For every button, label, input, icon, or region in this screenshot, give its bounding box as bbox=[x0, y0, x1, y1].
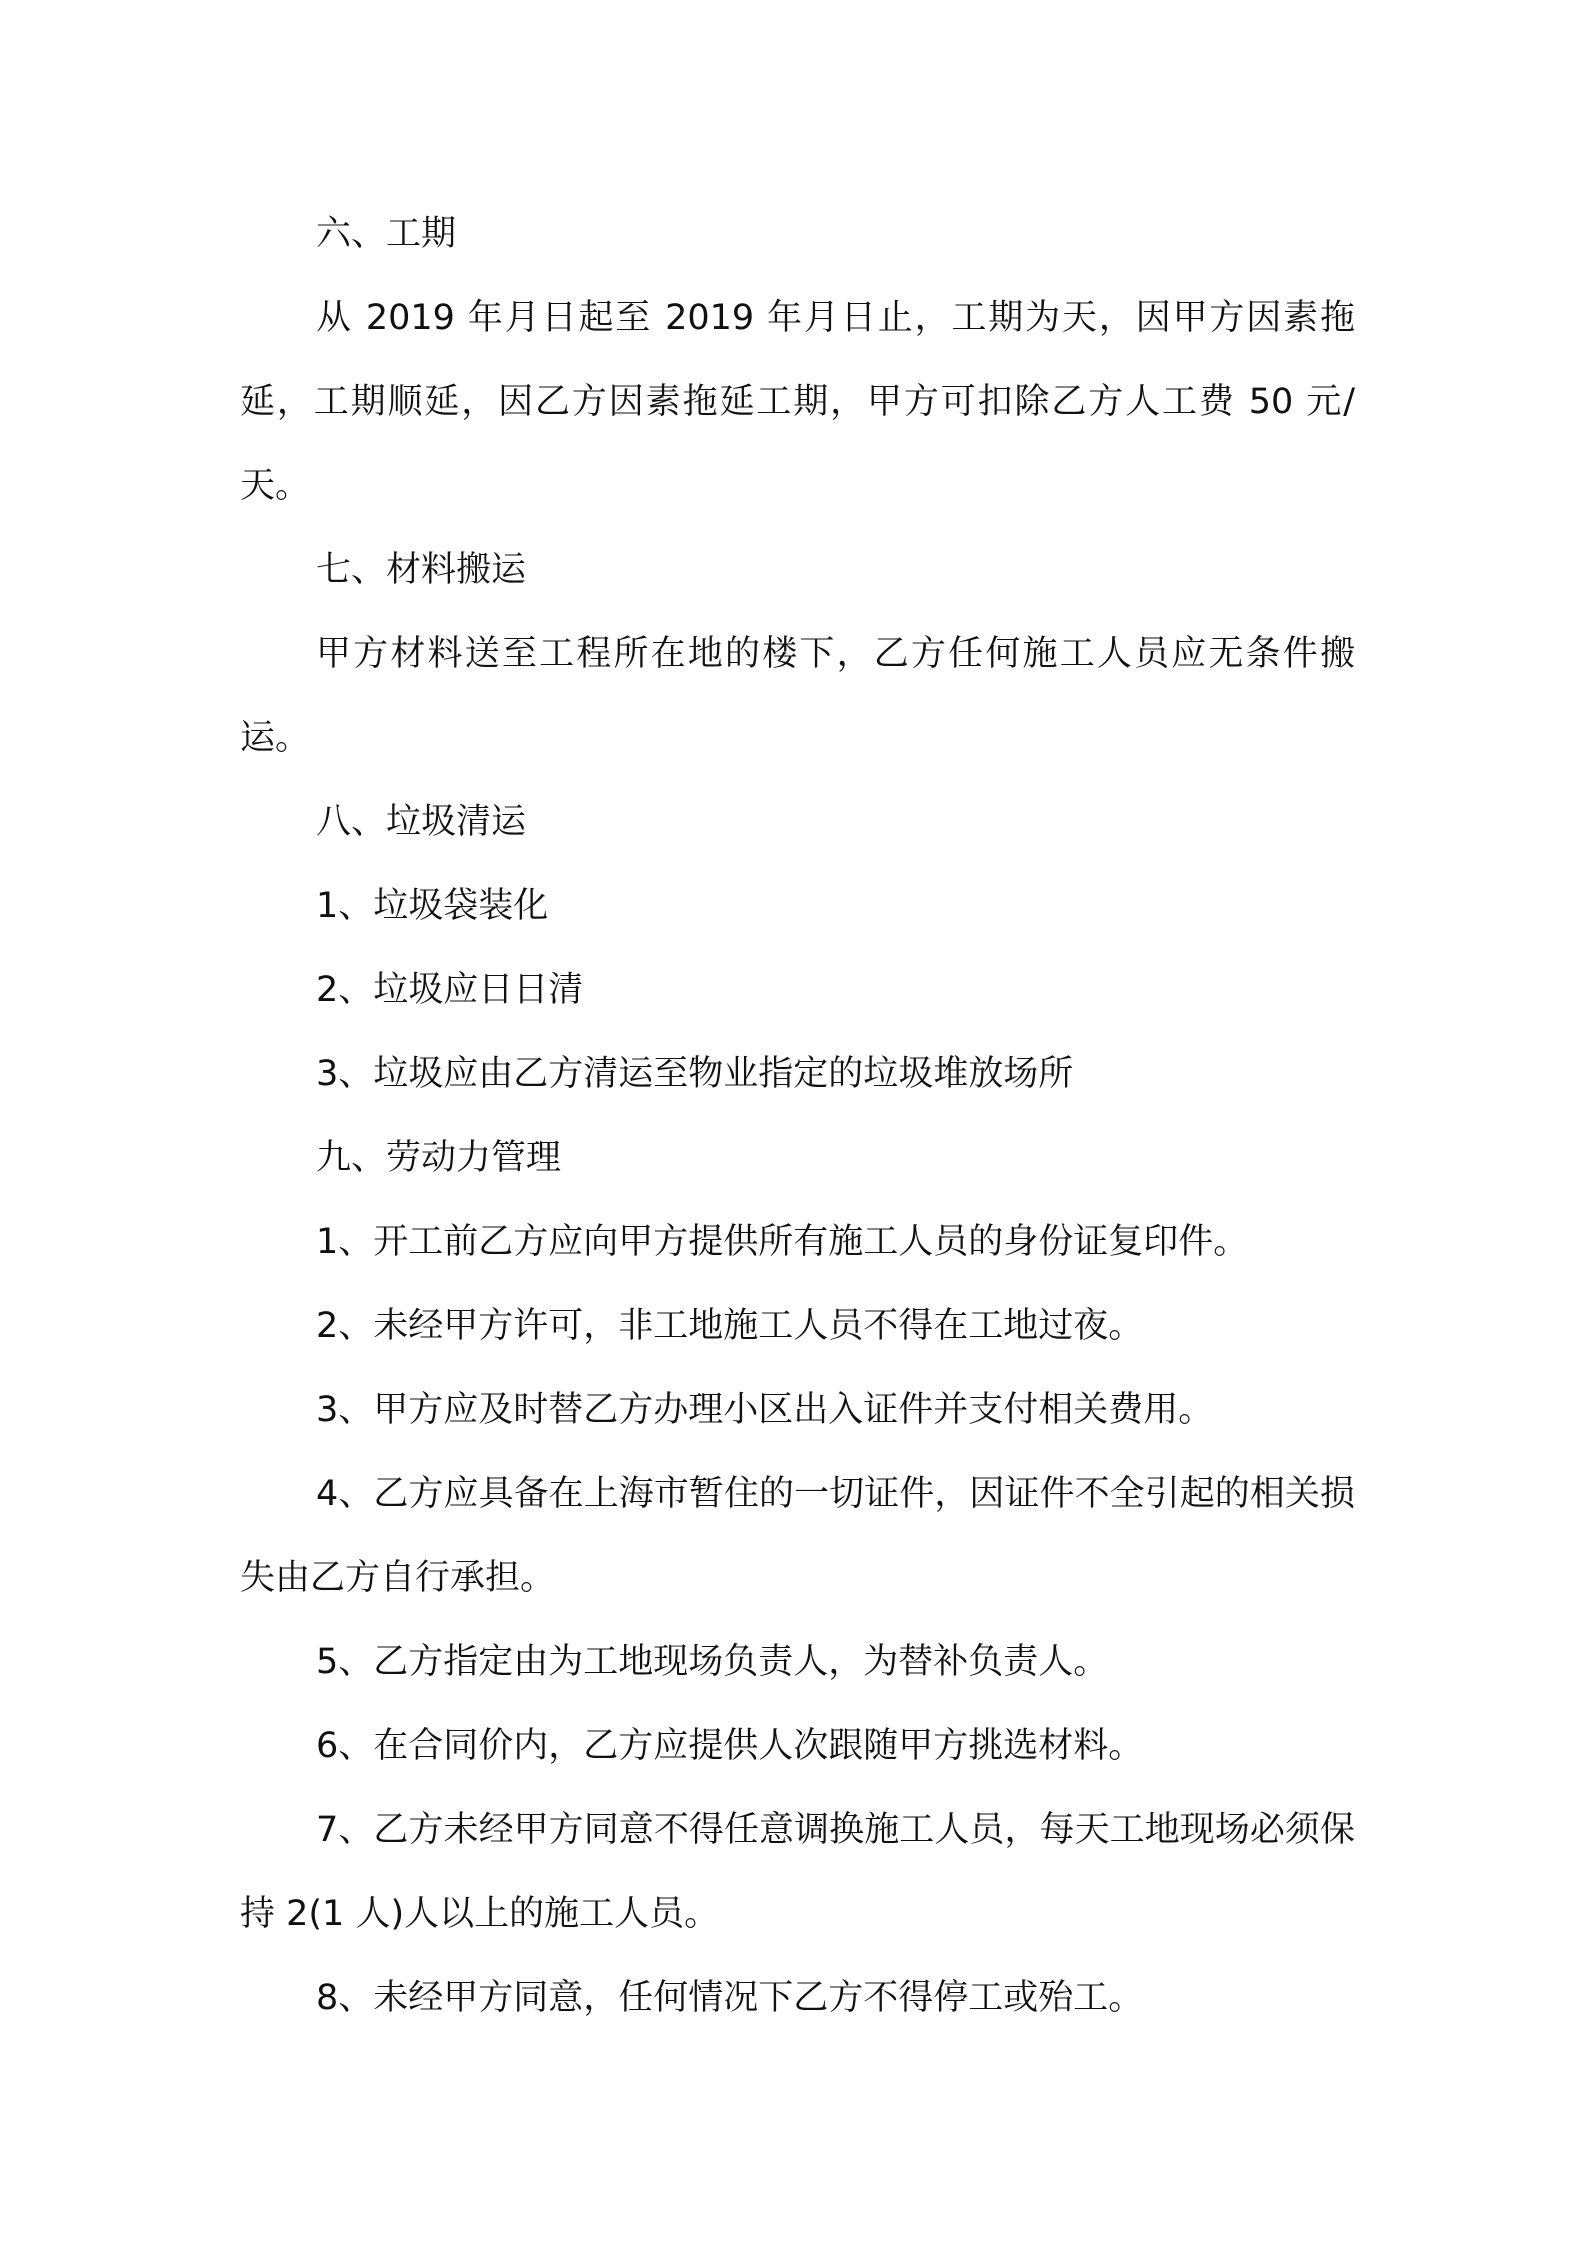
list-item-waste-1: 1、垃圾袋装化 bbox=[316, 886, 549, 926]
section-heading-material-handling: 七、材料搬运 bbox=[316, 550, 527, 590]
list-item-labor-1: 1、开工前乙方应向甲方提供所有施工人员的身份证复印件。 bbox=[316, 1222, 1249, 1262]
list-item-waste-3: 3、垃圾应由乙方清运至物业指定的垃圾堆放场所 bbox=[316, 1054, 1074, 1094]
document-body bbox=[240, 192, 1355, 2040]
section-heading-labor-management: 九、劳动力管理 bbox=[316, 1138, 562, 1178]
list-item-labor-7: 7、乙方未经甲方同意不得任意调换施工人员，每天工地现场必须保持 2(1 人)人以上的施工人员。 bbox=[240, 1810, 1355, 1934]
list-item-labor-6: 6、在合同价内，乙方应提供人次跟随甲方挑选材料。 bbox=[316, 1726, 1144, 1766]
list-item-labor-2: 2、未经甲方许可，非工地施工人员不得在工地过夜。 bbox=[316, 1306, 1144, 1346]
list-item-labor-3: 3、甲方应及时替乙方办理小区出入证件并支付相关费用。 bbox=[316, 1390, 1214, 1430]
list-item-waste-2: 2、垃圾应日日清 bbox=[316, 970, 584, 1010]
paragraph-material-handling: 甲方材料送至工程所在地的楼下，乙方任何施工人员应无条件搬运。 bbox=[240, 634, 1355, 758]
paragraph-construction-period: 从 2019 年月日起至 2019 年月日止，工期为天，因甲方因素拖延，工期顺延，因乙方因素拖延工期，甲方可扣除乙方人工费 50 元/天。 bbox=[240, 298, 1355, 506]
section-heading-construction-period: 六、工期 bbox=[316, 214, 457, 254]
section-heading-waste-removal: 八、垃圾清运 bbox=[316, 802, 527, 842]
list-item-labor-4: 4、乙方应具备在上海市暂住的一切证件，因证件不全引起的相关损失由乙方自行承担。 bbox=[240, 1474, 1355, 1598]
list-item-labor-8: 8、未经甲方同意，任何情况下乙方不得停工或殆工。 bbox=[316, 1978, 1144, 2018]
list-item-labor-5: 5、乙方指定由为工地现场负责人，为替补负责人。 bbox=[316, 1642, 1109, 1682]
